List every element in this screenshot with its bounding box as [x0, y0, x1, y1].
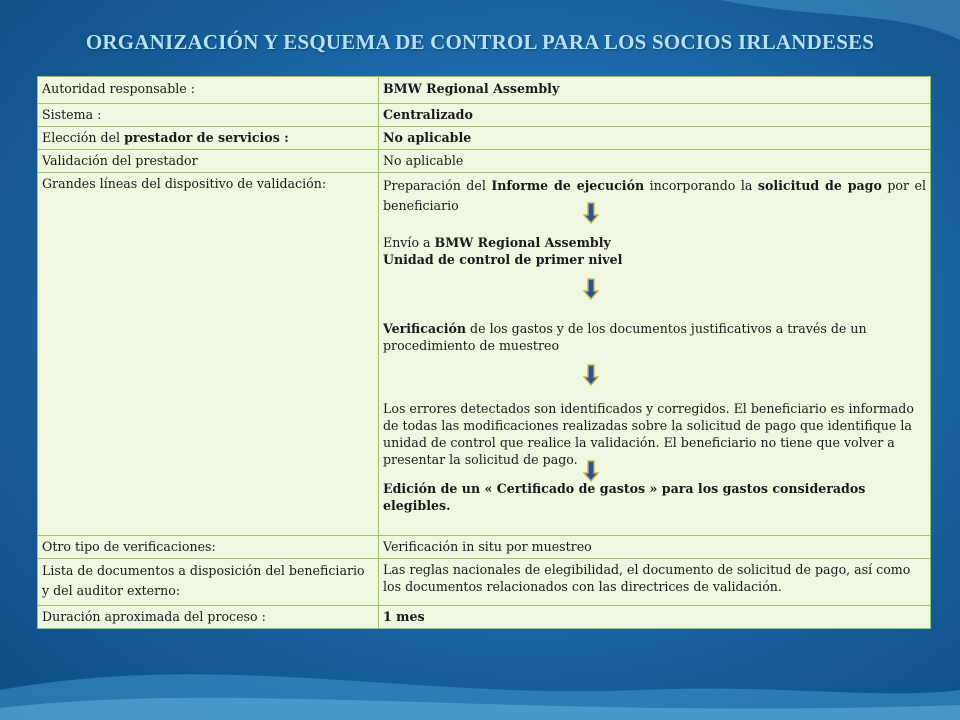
table-row: [38, 104, 931, 127]
row-value: No aplicable: [379, 150, 931, 173]
arrow-down-icon: [583, 202, 599, 224]
row-label: Sistema :: [38, 104, 379, 127]
arrow-down-icon: [583, 278, 599, 300]
row-label: [38, 127, 379, 150]
table-row: [38, 606, 931, 629]
row-label: Grandes líneas del dispositivo de validación:: [38, 173, 379, 536]
arrow-down-icon: [583, 364, 599, 386]
table-row: [38, 173, 931, 536]
row-value: No aplicable: [379, 127, 931, 150]
table-row: [38, 536, 931, 559]
table-row: [38, 77, 931, 104]
step-verification: Verificación de los gastos y de los documentos justificativos a través de un procedimiento de muestreo: [383, 321, 867, 353]
row-value: Centralizado: [379, 104, 931, 127]
row-label: Autoridad responsable :: [38, 77, 379, 104]
step-certificate: Edición de un « Certificado de gastos » para los gastos considerados elegibles.: [383, 481, 866, 513]
step-corrections: Los errores detectados son identificados y corregidos. El beneficiario es informado de todas las modificaciones realizadas sobre la solicitud de pago que identifique la unidad de control que realice la validación. El beneficiario no tiene que volver a presentar la solicitud de pago.: [383, 400, 926, 468]
control-scheme-table: [37, 76, 931, 629]
row-value: BMW Regional Assembly: [379, 77, 931, 104]
step-send: Envío a BMW Regional Assembly: [383, 235, 611, 250]
row-label: Validación del prestador: [38, 150, 379, 173]
row-value: 1 mes: [379, 606, 931, 629]
arrow-down-icon: [583, 460, 599, 482]
row-label-text: Elección del: [42, 130, 125, 145]
table-row: [38, 150, 931, 173]
validation-process-cell: [379, 173, 931, 536]
row-value: Verificación in situ por muestreo: [379, 536, 931, 559]
row-label: Otro tipo de verificaciones:: [38, 536, 379, 559]
step-preparation: Preparación del Informe de ejecución incorporando la solicitud de pago por el beneficiario: [383, 178, 927, 213]
slide-title: ORGANIZACIÓN Y ESQUEMA DE CONTROL PARA LOS SOCIOS IRLANDESES: [85, 30, 875, 54]
row-label-bold: prestador de servicios :: [124, 130, 289, 145]
table-row: [38, 127, 931, 150]
row-value: Las reglas nacionales de elegibilidad, el documento de solicitud de pago, así como los documentos relacionados con las directrices de validación.: [379, 559, 931, 606]
row-label: Duración aproximada del proceso :: [38, 606, 379, 629]
step-control-unit: Unidad de control de primer nivel: [383, 252, 623, 267]
row-label: Lista de documentos a disposición del beneficiario y del auditor externo:: [38, 559, 379, 606]
table-row: [38, 559, 931, 606]
